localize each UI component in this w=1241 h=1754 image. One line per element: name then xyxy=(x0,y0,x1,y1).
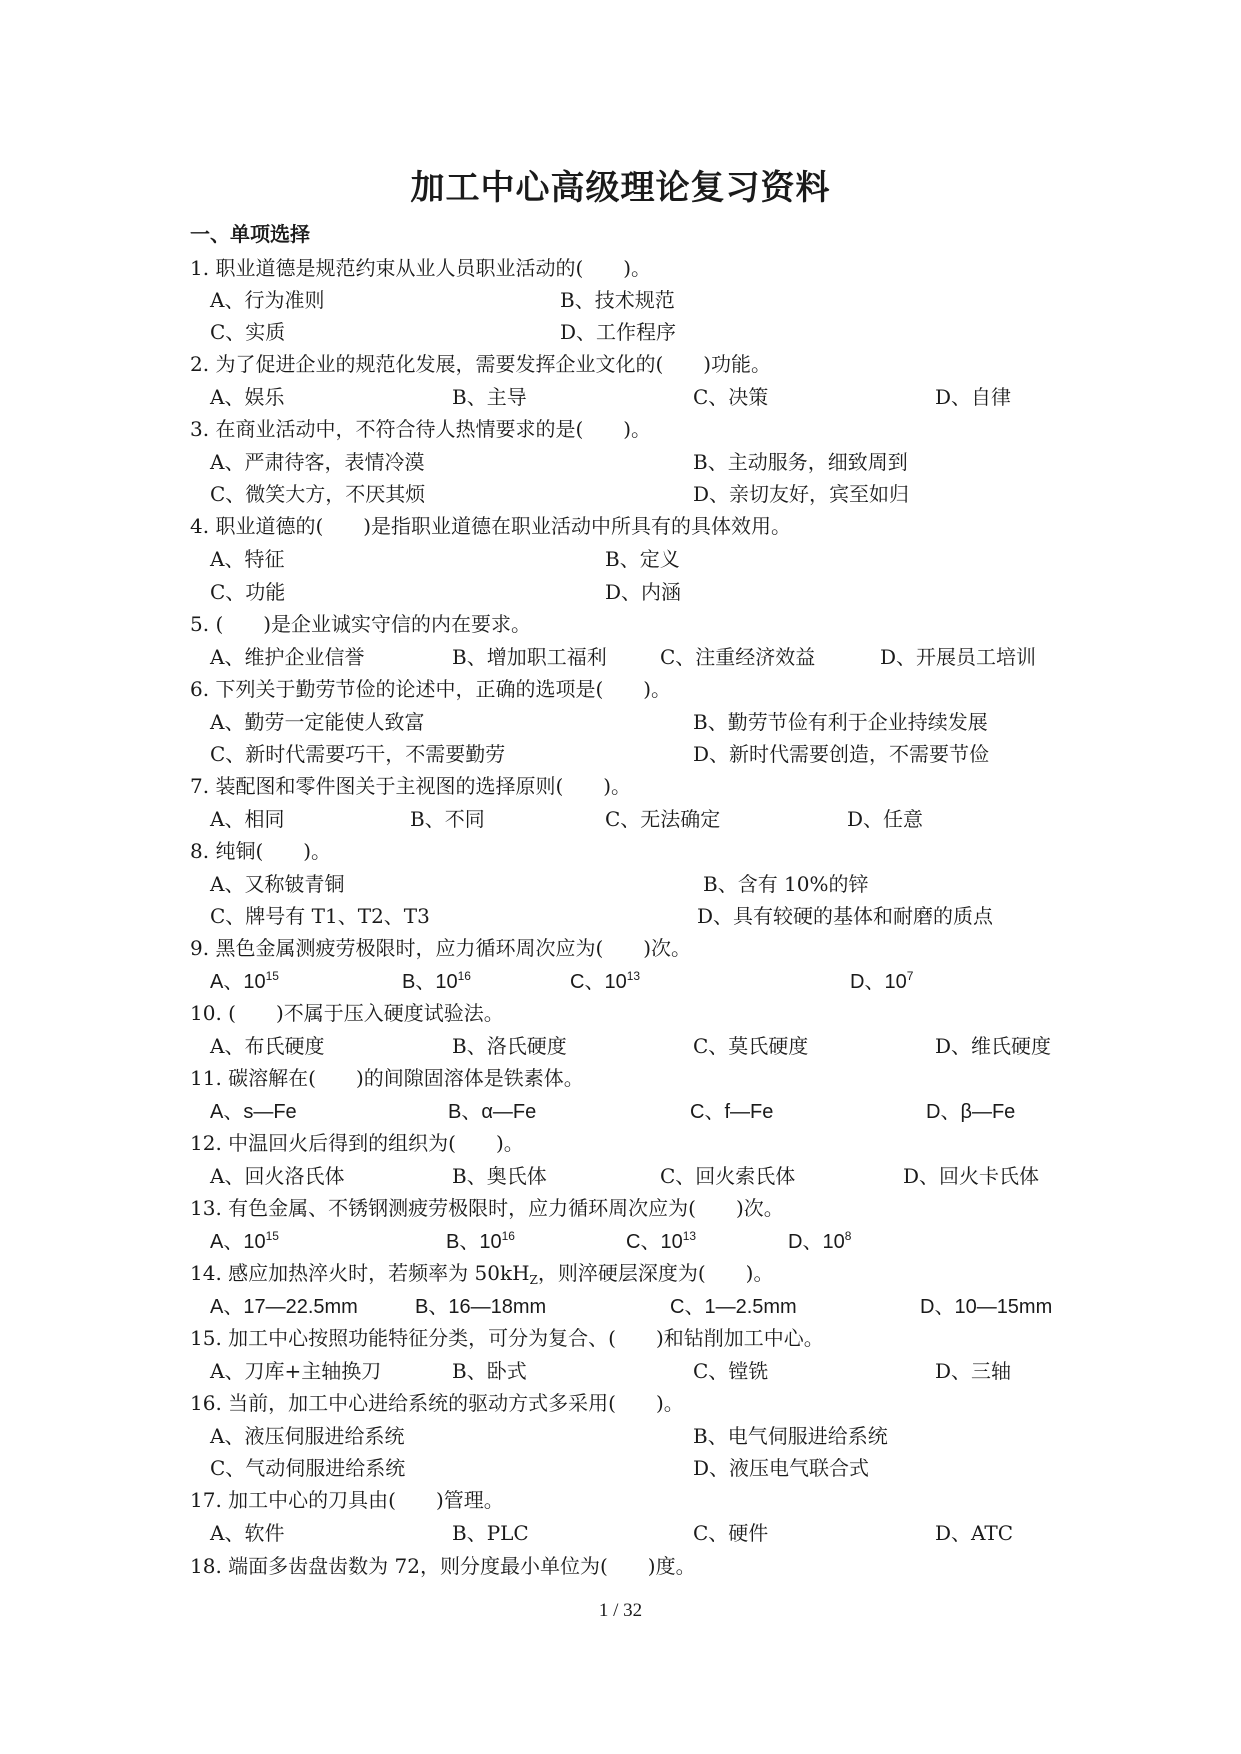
option-2a: A、娱乐 xyxy=(210,385,285,409)
option-8d: D、具有较硬的基体和耐磨的质点 xyxy=(697,904,994,928)
question-6: 6. 下列关于勤劳节俭的论述中，正确的选项是( )。 xyxy=(190,677,672,701)
question-10: 10. ( )不属于压入硬度试验法。 xyxy=(190,1001,504,1025)
option-3c: C、微笑大方，不厌其烦 xyxy=(210,482,426,506)
option-5a: A、维护企业信誉 xyxy=(210,645,365,669)
option-4a: A、特征 xyxy=(210,547,285,571)
option-9c: C、$10^{13}$ xyxy=(570,969,641,993)
question-14: 14. 感应加热淬火时，若频率为 $50kH_Z$，则淬硬层深度为( )。 xyxy=(190,1261,774,1287)
option-1b: B、技术规范 xyxy=(560,288,675,312)
option-15c: C、镗铣 xyxy=(693,1359,769,1383)
option-3b: B、主动服务，细致周到 xyxy=(693,450,908,474)
page-number: 1 / 32 xyxy=(598,1600,643,1621)
option-16b: B、电气伺服进给系统 xyxy=(693,1424,888,1448)
question-5: 5. ( )是企业诚实守信的内在要求。 xyxy=(190,612,532,636)
option-12d: D、回火卡氏体 xyxy=(903,1164,1040,1188)
option-1c: C、实质 xyxy=(210,320,286,344)
option-17b: B、PLC xyxy=(452,1521,529,1545)
option-7d: D、任意 xyxy=(847,807,924,831)
question-4: 4. 职业道德的( )是指职业道德在职业活动中所具有的具体效用。 xyxy=(190,514,792,538)
option-12b: B、奥氏体 xyxy=(452,1164,547,1188)
option-13b: B、$10^{16}$ xyxy=(446,1229,515,1253)
option-9b: B、$10^{16}$ xyxy=(402,969,471,993)
question-17: 17. 加工中心的刀具由( )管理。 xyxy=(190,1488,504,1512)
option-17a: A、软件 xyxy=(210,1521,285,1545)
option-11c: C、f—Fe xyxy=(690,1101,774,1123)
option-6d: D、新时代需要创造，不需要节俭 xyxy=(693,742,990,766)
option-16c: C、气动伺服进给系统 xyxy=(210,1456,406,1480)
option-6a: A、勤劳一定能使人致富 xyxy=(210,710,425,734)
option-3d: D、亲切友好，宾至如归 xyxy=(693,482,910,506)
option-1a: A、行为准则 xyxy=(210,288,325,312)
question-3: 3. 在商业活动中，不符合待人热情要求的是( )。 xyxy=(190,417,652,441)
option-5d: D、开展员工培训 xyxy=(880,645,1037,669)
option-17d: D、ATC xyxy=(935,1521,1014,1545)
option-12c: C、回火索氏体 xyxy=(660,1164,796,1188)
option-4d: D、内涵 xyxy=(605,580,682,604)
option-2b: B、主导 xyxy=(452,385,527,409)
option-14a: A、17—22.5mm xyxy=(210,1296,358,1318)
option-10b: B、洛氏硬度 xyxy=(452,1034,567,1058)
option-3a: A、严肃待客，表情冷漠 xyxy=(210,450,425,474)
question-18: 18. 端面多齿盘齿数为 72，则分度最小单位为( )度。 xyxy=(190,1554,696,1578)
document-title: 加工中心高级理论复习资料 xyxy=(410,168,831,208)
option-11a: A、s—Fe xyxy=(210,1101,297,1123)
option-15b: B、卧式 xyxy=(452,1359,527,1383)
option-2c: C、决策 xyxy=(693,385,769,409)
option-15d: D、三轴 xyxy=(935,1359,1012,1383)
option-5b: B、增加职工福利 xyxy=(452,645,607,669)
option-8b: B、含有 10%的锌 xyxy=(703,872,869,896)
option-1d: D、工作程序 xyxy=(560,320,677,344)
question-8: 8. 纯铜( )。 xyxy=(190,839,332,863)
question-12: 12. 中温回火后得到的组织为( )。 xyxy=(190,1131,524,1155)
option-17c: C、硬件 xyxy=(693,1521,769,1545)
option-9a: A、$10^{15}$ xyxy=(210,969,279,993)
option-13a: A、$10^{15}$ xyxy=(210,1229,279,1253)
option-8c: C、牌号有 T1、T2、T3 xyxy=(210,904,430,928)
option-14b: B、16—18mm xyxy=(415,1296,547,1318)
question-2: 2. 为了促进企业的规范化发展，需要发挥企业文化的( )功能。 xyxy=(190,352,772,376)
option-4b: B、定义 xyxy=(605,547,680,571)
question-11: 11. 碳溶解在( )的间隙固溶体是铁素体。 xyxy=(190,1066,584,1090)
section-heading: 一、单项选择 xyxy=(190,222,310,246)
question-13: 13. 有色金属、不锈钢测疲劳极限时，应力循环周次应为( )次。 xyxy=(190,1196,784,1220)
question-7: 7. 装配图和零件图关于主视图的选择原则( )。 xyxy=(190,774,632,798)
option-14d: D、10—15mm xyxy=(920,1296,1053,1318)
option-16d: D、液压电气联合式 xyxy=(693,1456,870,1480)
option-13d: D、$10^8$ xyxy=(788,1229,852,1253)
option-12a: A、回火洛氏体 xyxy=(210,1164,345,1188)
option-7a: A、相同 xyxy=(210,807,285,831)
option-8a: A、又称铍青铜 xyxy=(210,872,345,896)
option-9d: D、$10^7$ xyxy=(850,969,914,993)
option-10a: A、布氏硬度 xyxy=(210,1034,325,1058)
option-5c: C、注重经济效益 xyxy=(660,645,816,669)
option-7b: B、不同 xyxy=(410,807,485,831)
question-9: 9. 黑色金属测疲劳极限时，应力循环周次应为( )次。 xyxy=(190,936,692,960)
option-10c: C、莫氏硬度 xyxy=(693,1034,809,1058)
option-16a: A、液压伺服进给系统 xyxy=(210,1424,405,1448)
option-7c: C、无法确定 xyxy=(605,807,721,831)
question-15: 15. 加工中心按照功能特征分类，可分为复合、( )和钻削加工中心。 xyxy=(190,1326,824,1350)
option-6c: C、新时代需要巧干，不需要勤劳 xyxy=(210,742,506,766)
option-10d: D、维氏硬度 xyxy=(935,1034,1052,1058)
option-6b: B、勤劳节俭有利于企业持续发展 xyxy=(693,710,988,734)
question-1: 1. 职业道德是规范约束从业人员职业活动的( )。 xyxy=(190,256,652,280)
option-11d: D、β—Fe xyxy=(926,1101,1016,1123)
option-14c: C、1—2.5mm xyxy=(670,1296,797,1318)
option-2d: D、自律 xyxy=(935,385,1012,409)
option-15a: A、刀库+主轴换刀 xyxy=(210,1359,382,1383)
option-11b: B、α—Fe xyxy=(448,1101,537,1123)
option-4c: C、功能 xyxy=(210,580,286,604)
question-16: 16. 当前，加工中心进给系统的驱动方式多采用( )。 xyxy=(190,1391,684,1415)
option-13c: C、$10^{13}$ xyxy=(626,1229,697,1253)
